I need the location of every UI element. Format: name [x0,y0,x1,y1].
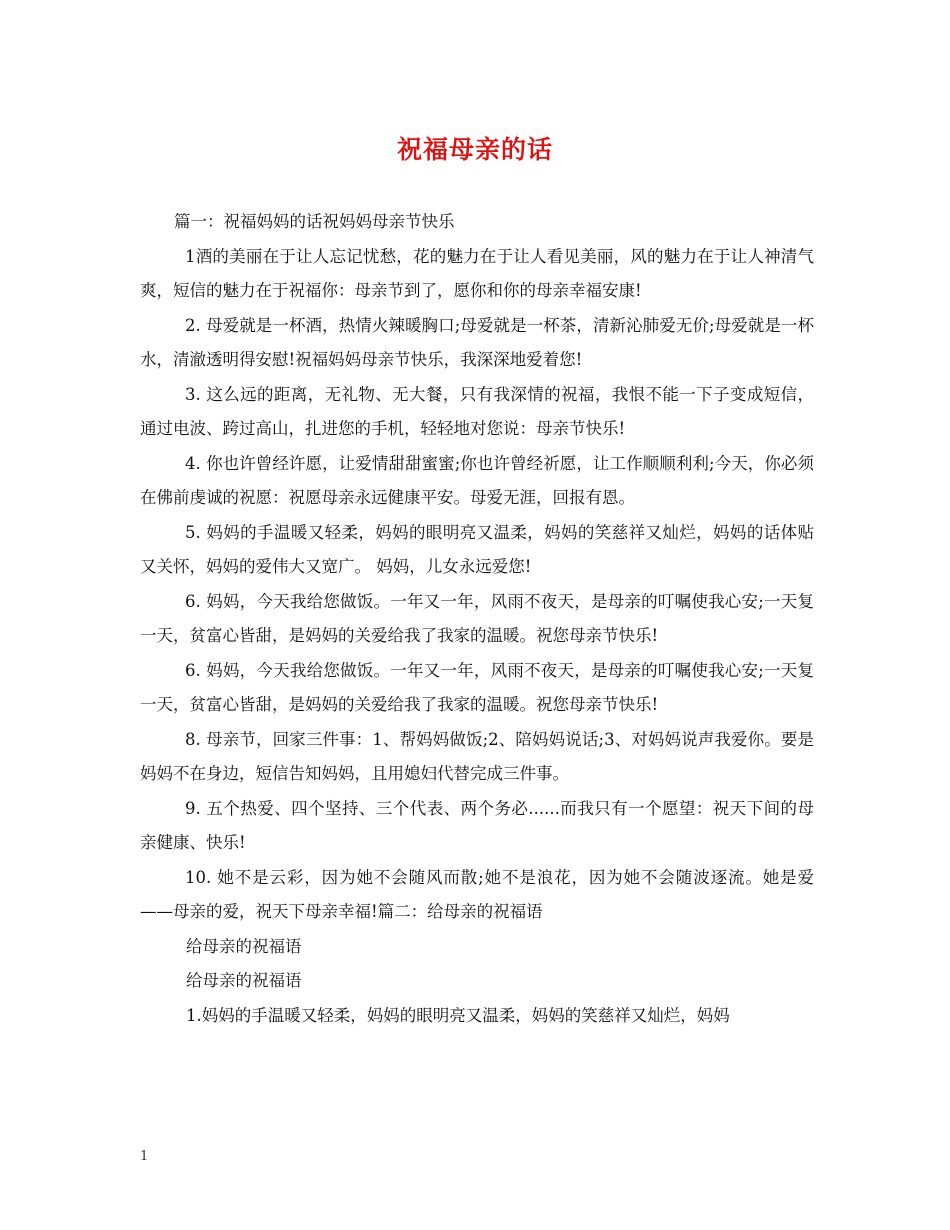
paragraph: 6. 妈妈，今天我给您做饭。一年又一年，风雨不夜天，是母亲的叮嘱使我心安;一天复一天，贫富心皆甜，是妈妈的关爱给我了我家的温暖。祝您母亲节快乐! [140,660,814,714]
subheading: 给母亲的祝福语 [186,936,302,956]
paragraph: 8. 母亲节，回家三件事：1、帮妈妈做饭;2、陪妈妈说话;3、对妈妈说声我爱你。要是妈妈不在身边，短信告知妈妈，且用媳妇代替完成三件事。 [140,729,814,783]
paragraph: 3. 这么远的距离，无礼物、无大餐，只有我深情的祝福，我恨不能一下子变成短信，通过电波、跨过高山，扎进您的手机，轻轻地对您说：母亲节快乐! [140,384,814,438]
paragraph: 1.妈妈的手温暖又轻柔，妈妈的眼明亮又温柔，妈妈的笑慈祥又灿烂，妈妈 [186,1005,730,1025]
section-heading: 篇一：祝福妈妈的话祝妈妈母亲节快乐 [174,212,455,231]
paragraph: 9. 五个热爱、四个坚持、三个代表、两个务必......而我只有一个愿望：祝天下间的母亲健康、快乐! [140,798,814,852]
document-title: 祝福母亲的话 [396,135,553,164]
paragraph: 6. 妈妈，今天我给您做饭。一年又一年，风雨不夜天，是母亲的叮嘱使我心安;一天复一天，贫富心皆甜，是妈妈的关爱给我了我家的温暖。祝您母亲节快乐! [140,591,814,645]
paragraph: 5. 妈妈的手温暖又轻柔，妈妈的眼明亮又温柔，妈妈的笑慈祥又灿烂，妈妈的话体贴又关怀，妈妈的爱伟大又宽广。 妈妈，儿女永远爱您! [140,522,814,576]
paragraph: 1酒的美丽在于让人忘记忧愁，花的魅力在于让人看见美丽，风的魅力在于让人神清气爽，短信的魅力在于祝福你：母亲节到了，愿你和你的母亲幸福安康! [140,246,814,300]
page-number: 1 [140,1149,149,1164]
subheading: 给母亲的祝福语 [186,971,302,990]
document-body [140,205,814,1033]
paragraph: 10. 她不是云彩，因为她不会随风而散;她不是浪花，因为她不会随波逐流。她是爱——母亲的爱，祝天下母亲幸福!篇二：给母亲的祝福语 [140,867,814,921]
paragraph: 2. 母爱就是一杯酒，热情火辣暖胸口;母爱就是一杯茶，清新沁肺爱无价;母爱就是一杯水，清澈透明得安慰!祝福妈妈母亲节快乐，我深深地爱着您! [140,315,814,369]
paragraph: 4. 你也许曾经许愿，让爱情甜甜蜜蜜;你也许曾经祈愿，让工作顺顺利利;今天，你必须在佛前虔诚的祝愿：祝愿母亲永远健康平安。母爱无涯，回报有恩。 [140,453,814,507]
